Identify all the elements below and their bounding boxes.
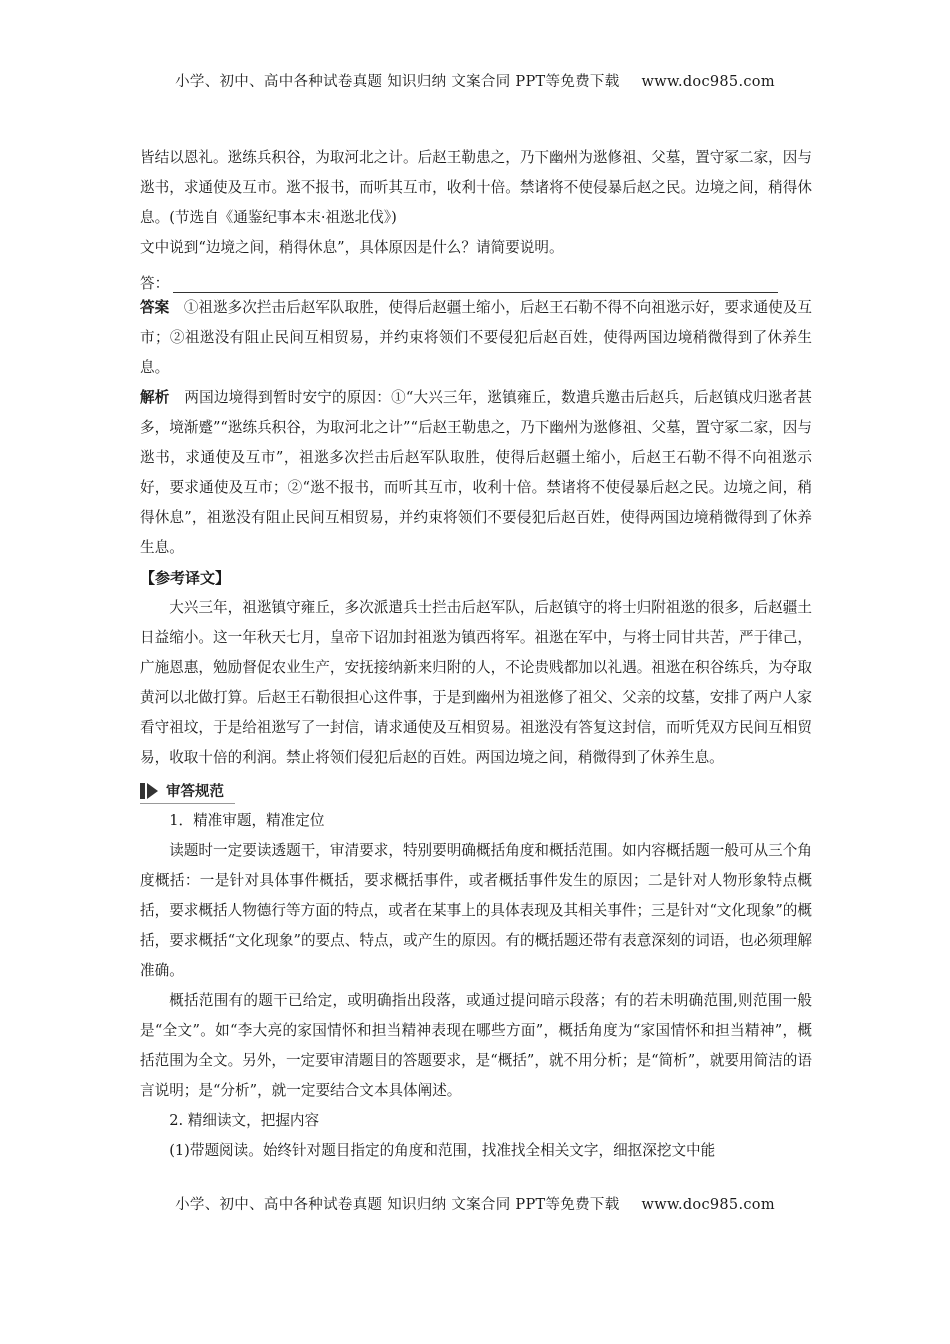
- item1-paragraph-1: 读题时一定要读透题干，审清要求，特别要明确概括角度和概括范围。如内容概括题一般可从三个角度概括：一是针对具体事件概括，要求概括事件，或者概括事件发生的原因；二是针对人物形象特点概括，要求概括人物德行等方面的特点，或者在某事上的具体表现及其相关事件；三是针对“文化现象”的概括，要求概括“文化现象”的要点、特点，或产生的原因。有的概括题还带有表意深刻的词语，也必须理解准确。: [140, 842, 812, 979]
- answer-label: 答案: [140, 299, 170, 316]
- item1-paragraph-2: 概括范围有的题干已给定，或明确指出段落，或通过提问暗示段落；有的若未明确范围,则范围一般是“全文”。如“李大亮的家国情怀和担当精神表现在哪些方面”，概括角度为“家国情怀和担当精神”，概括范围为全文。另外，一定要审清题目的答题要求，是“概括”，就不用分析；是“简析”，就要用简洁的语言说明；是“分析”，就一定要结合文本具体阐述。: [140, 992, 812, 1099]
- play-marker-icon: [140, 783, 158, 799]
- header-url[interactable]: www.doc985.com: [641, 74, 775, 90]
- page-header: [0, 70, 950, 91]
- question: 文中说到“边境之间，稍得休息”，具体原因是什么？请简要说明。: [140, 239, 564, 256]
- item1-heading: 1．精准审题，精准定位: [169, 812, 325, 829]
- analysis-paragraph: [140, 383, 812, 563]
- analysis-label: 解析: [140, 389, 170, 406]
- reference-title: 【参考译文】: [140, 569, 231, 587]
- footer-text: 小学、初中、高中各种试卷真题 知识归纳 文案合同 PPT等免费下载: [175, 1197, 620, 1213]
- answer-text: ①祖逖多次拦击后赵军队取胜，使得后赵疆土缩小，后赵王石勒不得不向祖逖示好，要求通使及互市；②祖逖没有阻止民间互相贸易，并约束将领们不要侵犯后赵百姓，使得两国边境稍微得到了休养生息。: [140, 299, 812, 376]
- item2-heading: 2. 精细读文，把握内容: [169, 1112, 320, 1129]
- answer-blank-line: [140, 263, 812, 293]
- footer-url[interactable]: www.doc985.com: [641, 1197, 775, 1213]
- answer-blank: [173, 272, 778, 293]
- section-title: 审答规范: [166, 784, 224, 800]
- section-heading: [140, 779, 235, 804]
- answer-paragraph: [140, 293, 812, 383]
- reference-text: 大兴三年，祖逖镇守雍丘，多次派遣兵士拦击后赵军队，后赵镇守的将士归附祖逖的很多，后赵疆土日益缩小。这一年秋天七月，皇帝下诏加封祖逖为镇西将军。祖逖在军中，与将士同甘共苦，严于律己，广施恩惠，勉励督促农业生产，安抚接纳新来归附的人，不论贵贱都加以礼遇。祖逖在积谷练兵，为夺取黄河以北做打算。后赵王石勒很担心这件事，于是到幽州为祖逖修了祖父、父亲的坟墓，安排了两户人家看守祖坟，于是给祖逖写了一封信，请求通使及互相贸易。祖逖没有答复这封信，而听凭双方民间互相贸易，收取十倍的利润。禁止将领们侵犯后赵的百姓。两国边境之间，稍微得到了休养生息。: [140, 599, 812, 766]
- item2-paragraph-1: (1)带题阅读。始终针对题目指定的角度和范围，找准找全相关文字，细抠深挖文中能: [169, 1142, 716, 1159]
- passage-excerpt: 皆结以恩礼。逖练兵积谷，为取河北之计。后赵王勒患之，乃下幽州为逖修祖、父墓，置守冢二家，因与逖书，求通使及互市。逖不报书，而听其互市，收利十倍。禁诸将不使侵暴后赵之民。边境之间，稍得休息。(节选自《通鉴纪事本末·祖逖北伐》): [140, 149, 812, 226]
- page-footer: [0, 1193, 950, 1214]
- answer-prefix: 答：: [140, 275, 170, 292]
- analysis-text: 两国边境得到暂时安宁的原因：①“大兴三年，逖镇雍丘，数遣兵邀击后赵兵，后赵镇戍归逖者甚多，境渐蹙”“逖练兵积谷，为取河北之计”“后赵王勒患之，乃下幽州为逖修祖、父墓，置守冢二家，因与逖书，求通使及互市”，祖逖多次拦击后赵军队取胜，使得后赵疆土缩小，后赵王石勒不得不向祖逖示好，要求通使及互市；②“逖不报书，而听其互市，收利十倍。禁诸将不使侵暴后赵之民。边境之间，稍得休息”，祖逖没有阻止民间互相贸易，并约束将领们不要侵犯后赵百姓，使得两国边境稍微得到了休养生息。: [140, 389, 812, 556]
- document-body: [140, 143, 812, 1166]
- header-text: 小学、初中、高中各种试卷真题 知识归纳 文案合同 PPT等免费下载: [175, 74, 620, 90]
